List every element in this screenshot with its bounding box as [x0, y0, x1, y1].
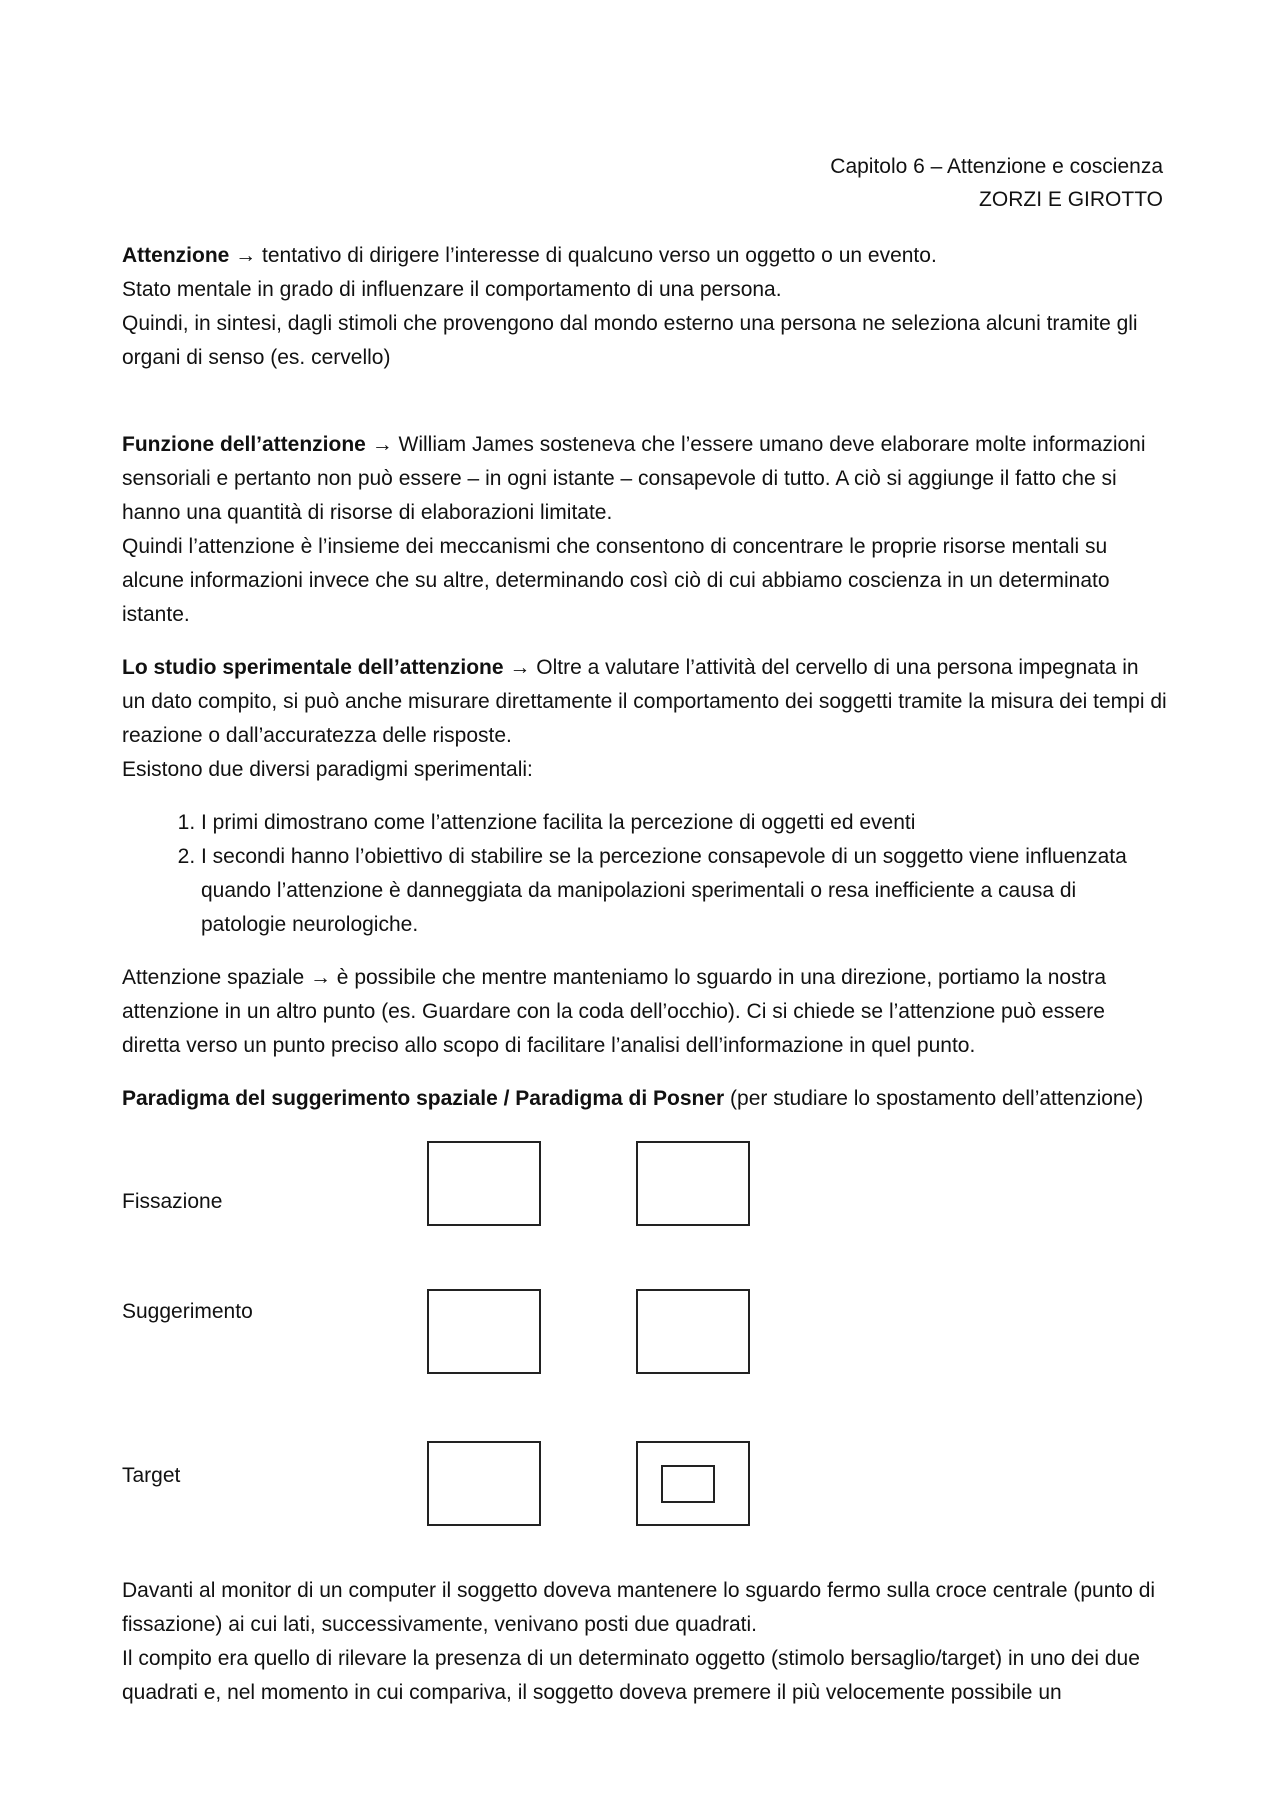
- figure-label: Suggerimento: [122, 1300, 253, 1323]
- paradigms-list: [122, 806, 1167, 942]
- target-stimulus: [661, 1465, 715, 1503]
- figure-label: Target: [122, 1464, 181, 1487]
- left-square: [427, 1289, 541, 1374]
- figure-row-suggerimento: [122, 1283, 1022, 1373]
- paragraph-spaziale: [122, 961, 1167, 1063]
- figure-row-fissazione: [122, 1135, 1022, 1225]
- funzione-text2: Quindi l’attenzione è l’insieme dei meccanismi che consentono di concentrare le proprie risorse mentali su alcune informazioni invece che su altre, determinando così ciò di cui abbiamo coscienza in un determinato istante.: [122, 535, 1110, 626]
- right-square: [636, 1289, 750, 1374]
- term-studio: Lo studio sperimentale dell’attenzione: [122, 656, 504, 679]
- arrow-glyph: →: [509, 656, 531, 679]
- attenzione-line1: tentativo di dirigere l’interesse di qualcuno verso un oggetto o un evento.: [256, 244, 937, 267]
- left-square: [427, 1141, 541, 1226]
- chapter-title: Capitolo 6 – Attenzione e coscienza: [830, 155, 1163, 178]
- term-attenzione: Attenzione: [122, 244, 230, 267]
- funzione-text1: William James sosteneva che l’essere umano deve elaborare molte informazioni sensoriali e pertanto non può essere – in ogni istante – consapevole di tutto. A ciò si aggiunge il fatto che si hanno una quantità di risorse di elaborazioni limitate.: [122, 433, 1146, 524]
- arrow-glyph: →: [235, 244, 257, 267]
- arrow-glyph: →: [371, 433, 393, 456]
- authors: ZORZI E GIROTTO: [979, 188, 1163, 211]
- list-item: 1. I primi dimostrano come l’attenzione facilita la percezione di oggetti ed eventi: [201, 806, 1167, 840]
- right-square: [636, 1141, 750, 1226]
- figure-label: Fissazione: [122, 1190, 223, 1213]
- posner-note: (per studiare lo spostamento dell’attenzione): [724, 1087, 1144, 1110]
- term-posner: Paradigma del suggerimento spaziale / Paradigma di Posner: [122, 1087, 725, 1110]
- paragraph-attenzione: [122, 239, 1167, 375]
- studio-text1: Oltre a valutare l’attività del cervello di una persona impegnata in un dato compito, si può anche misurare direttamente il comportamento dei soggetti tramite la misura dei tempi di reazione o dall’accuratezza delle risposte.: [122, 656, 1167, 747]
- right-square: [636, 1441, 750, 1526]
- term-funzione: Funzione dell’attenzione: [122, 433, 366, 456]
- paragraph-posner: [122, 1082, 1167, 1116]
- page-header: [830, 150, 1163, 216]
- left-square: [427, 1441, 541, 1526]
- paragraph-studio: [122, 651, 1167, 787]
- closing-p2: Il compito era quello di rilevare la presenza di un determinato oggetto (stimolo bersaglio/target) in uno dei due quadrati e, nel momento in cui compariva, il soggetto doveva premere il più velocemente possibile un: [122, 1647, 1140, 1704]
- paragraph-funzione: [122, 428, 1167, 632]
- posner-figure: [122, 1135, 1167, 1555]
- term-spaziale: Attenzione spaziale: [122, 966, 310, 989]
- arrow-glyph: →: [309, 966, 331, 989]
- list-item: 2. I secondi hanno l’obiettivo di stabilire se la percezione consapevole di un soggetto viene influenzata quando l’attenzione è danneggiata da manipolazioni sperimentali o resa inefficiente a causa di patologie neurologiche.: [201, 840, 1167, 942]
- paragraph-closing: [122, 1574, 1167, 1710]
- attenzione-line2: Stato mentale in grado di influenzare il comportamento di una persona.: [122, 278, 782, 301]
- figure-row-target: [122, 1435, 1022, 1525]
- studio-text2: Esistono due diversi paradigmi sperimentali:: [122, 758, 533, 781]
- closing-p1: Davanti al monitor di un computer il soggetto doveva mantenere lo sguardo fermo sulla croce centrale (punto di fissazione) ai cui lati, successivamente, venivano posti due quadrati.: [122, 1579, 1156, 1636]
- spaziale-text: è possibile che mentre manteniamo lo sguardo in una direzione, portiamo la nostra attenzione in un altro punto (es. Guardare con la coda dell’occhio). Ci si chiede se l’attenzione può essere diretta verso un punto preciso allo scopo di facilitare l’analisi dell’informazione in quel punto.: [122, 966, 1107, 1057]
- document-body: [122, 239, 1167, 1729]
- attenzione-line3: Quindi, in sintesi, dagli stimoli che provengono dal mondo esterno una persona ne seleziona alcuni tramite gli organi di senso (es. cervello): [122, 312, 1138, 369]
